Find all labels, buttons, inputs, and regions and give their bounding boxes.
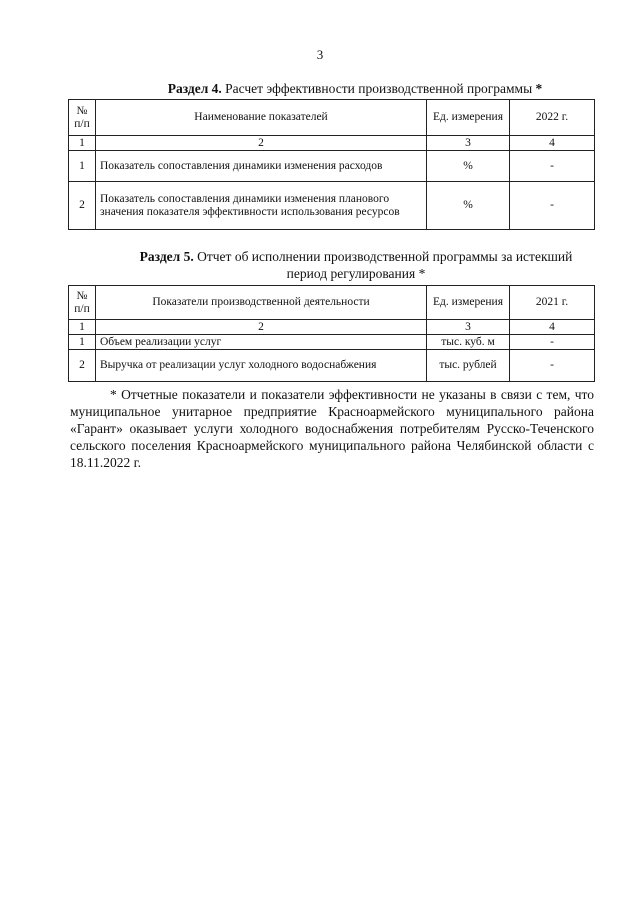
section-4-title-star: * bbox=[535, 81, 543, 96]
section-4-table bbox=[68, 99, 595, 230]
table-header-row bbox=[69, 100, 595, 136]
row-value: - bbox=[510, 151, 595, 182]
header-unit: Ед. измерения bbox=[427, 100, 510, 136]
table-index-row bbox=[69, 320, 595, 335]
row-num: 2 bbox=[69, 350, 96, 382]
row-value: - bbox=[510, 335, 595, 350]
page-number: 3 bbox=[316, 47, 324, 62]
index-cell: 1 bbox=[69, 320, 96, 335]
header-unit: Ед. измерения bbox=[427, 286, 510, 320]
section-5-title-number: Раздел 5. bbox=[139, 249, 194, 264]
section-4-title-number: Раздел 4. bbox=[167, 81, 222, 96]
table-index-row bbox=[69, 136, 595, 151]
section-5-title bbox=[118, 248, 594, 282]
row-num: 1 bbox=[69, 335, 96, 350]
header-num: № п/п bbox=[69, 286, 96, 320]
index-cell: 4 bbox=[510, 136, 595, 151]
header-year: 2021 г. bbox=[510, 286, 595, 320]
footnote: * Отчетные показатели и показатели эффективности не указаны в связи с тем, что муниципальное унитарное предприятие Красноармейского муниципального района «Гарант» оказывает услуги холодного водоснабжения потребителям Русско-Теченского сельского поселения Красноармейского муниципального района Челябинской области с 18.11.2022 г. bbox=[70, 387, 594, 470]
index-cell: 3 bbox=[427, 136, 510, 151]
table-row bbox=[69, 182, 595, 230]
row-name: Выручка от реализации услуг холодного водоснабжения bbox=[96, 350, 427, 382]
header-year: 2022 г. bbox=[510, 100, 595, 136]
header-name: Показатели производственной деятельности bbox=[96, 286, 427, 320]
row-value: - bbox=[510, 350, 595, 382]
row-name: Показатель сопоставления динамики изменения планового значения показателя эффективности использования ресурсов bbox=[96, 182, 427, 230]
row-name: Показатель сопоставления динамики изменения расходов bbox=[96, 151, 427, 182]
row-num: 1 bbox=[69, 151, 96, 182]
row-unit: % bbox=[427, 151, 510, 182]
table-header-row bbox=[69, 286, 595, 320]
section-5-table bbox=[68, 285, 595, 382]
table-row bbox=[69, 335, 595, 350]
row-unit: тыс. куб. м bbox=[427, 335, 510, 350]
header-name: Наименование показателей bbox=[96, 100, 427, 136]
row-num: 2 bbox=[69, 182, 96, 230]
index-cell: 2 bbox=[96, 136, 427, 151]
index-cell: 4 bbox=[510, 320, 595, 335]
row-unit: тыс. рублей bbox=[427, 350, 510, 382]
section-5-title-text: Отчет об исполнении производственной программы за истекший период регулирования * bbox=[193, 249, 573, 281]
table-row bbox=[69, 151, 595, 182]
index-cell: 1 bbox=[69, 136, 96, 151]
row-name: Объем реализации услуг bbox=[96, 335, 427, 350]
section-4-title bbox=[120, 80, 590, 97]
table-row bbox=[69, 350, 595, 382]
row-value: - bbox=[510, 182, 595, 230]
row-unit: % bbox=[427, 182, 510, 230]
index-cell: 3 bbox=[427, 320, 510, 335]
header-num: № п/п bbox=[69, 100, 96, 136]
section-4-title-text: Расчет эффективности производственной программы bbox=[221, 81, 536, 96]
index-cell: 2 bbox=[96, 320, 427, 335]
